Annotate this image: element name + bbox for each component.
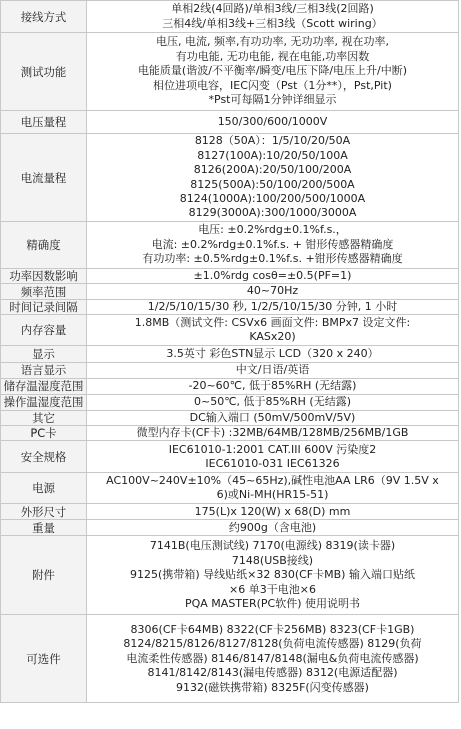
row-label: 电压量程 [1,111,87,134]
row-weight [1,520,459,536]
row-value: IEC61010-1:2001 CAT.III 600V 污染度2 IEC61010-031 IEC61326 [87,441,459,473]
row-label: 操作温湿度范围 [1,394,87,410]
row-label: 频率范围 [1,284,87,299]
row-value: 40~70Hz [87,284,459,299]
row-label: 其它 [1,410,87,425]
row-value: DC输入端口 (50mV/500mV/5V) [87,410,459,425]
row-value: 电压: ±0.2%rdg±0.1%f.s.， 电流: ±0.2%rdg±0.1%f.s. + 钳形传感器精确度 有功功率: ±0.5%rdg±0.1%f.s. +钳形传感器精确度 [87,222,459,269]
row-options [1,615,459,703]
row-label: 接线方式 [1,1,87,33]
row-value: 中文/日语/英语 [87,363,459,378]
row-value: 175(L)x 120(W) x 68(D) mm [87,504,459,520]
row-label: 安全规格 [1,441,87,473]
row-memory [1,315,459,346]
row-test-functions [1,33,459,111]
row-pc-card [1,426,459,441]
row-language [1,363,459,378]
row-label: 电源 [1,473,87,504]
row-current-range [1,134,459,222]
row-label: 附件 [1,536,87,615]
row-value: 7141B(电压测试线) 7170(电源线) 8319(读卡器) 7148(USB接线) 9125(携带箱) 导线贴纸×32 830(CF卡MB) 输入端口贴纸 ×6 单3干电池×6 PQA MASTER(PC软件) 使用说明书 [87,536,459,615]
row-value: 3.5英寸 彩色STN显示 LCD（320 x 240） [87,346,459,363]
row-display [1,346,459,363]
row-label: 外形尺寸 [1,504,87,520]
row-label: 内存容量 [1,315,87,346]
row-value: 电压, 电流, 频率,有功功率, 无功功率, 视在功率, 有功电能, 无功电能, 视在电能,功率因数 电能质量(谐波/不平衡率/瞬变/电压下降/电压上升/中断) 相位进项电容，IEC闪变（Pst（1分**），Pst,Pit) *Pst可每隔1分钟详细显示 [87,33,459,111]
row-label: PC卡 [1,426,87,441]
row-label: 可选件 [1,615,87,703]
row-operating-temp [1,394,459,410]
row-value: ±1.0%rdg cosθ=±0.5(PF=1) [87,269,459,284]
row-label: 功率因数影响 [1,269,87,284]
row-label: 时间记录间隔 [1,299,87,314]
row-value: 1.8MB（测试文件: CSVx6 画面文件: BMPx7 设定文件: KASx20) [87,315,459,346]
row-value: 0~50℃, 低于85%RH (无结露) [87,394,459,410]
row-power [1,473,459,504]
row-dimensions [1,504,459,520]
row-label: 显示 [1,346,87,363]
row-label: 测试功能 [1,33,87,111]
row-value: 1/2/5/10/15/30 秒, 1/2/5/10/15/30 分钟, 1 小时 [87,299,459,314]
row-wiring [1,1,459,33]
row-accessories [1,536,459,615]
row-accuracy [1,222,459,269]
row-label: 重量 [1,520,87,536]
row-value: 150/300/600/1000V [87,111,459,134]
row-frequency-range [1,284,459,299]
row-label: 电流量程 [1,134,87,222]
row-value: AC100V~240V±10%（45~65Hz),碱性电池AA LR6（9V 1.5V x 6)或Ni-MH(HR15-51) [87,473,459,504]
row-other [1,410,459,425]
row-label: 精确度 [1,222,87,269]
row-storage-temp [1,378,459,394]
row-value: 8128（50A）：1/5/10/20/50A 8127(100A):10/20/50/100A 8126(200A):20/50/100/200A 8125(500A):50/100/200/500A 8124(1000A):100/200/500/1000A 8129(3000A):300/1000/3000A [87,134,459,222]
row-value: 约900g（含电池) [87,520,459,536]
row-value: -20~60℃, 低于85%RH (无结露) [87,378,459,394]
row-label: 储存温湿度范围 [1,378,87,394]
row-label: 语言显示 [1,363,87,378]
row-record-interval [1,299,459,314]
row-value: 单相2线(4回路)/单相3线/三相3线(2回路) 三相4线/单相3线+三相3线（Scott wiring） [87,1,459,33]
row-pf-influence [1,269,459,284]
row-value: 微型内存卡(CF卡) :32MB/64MB/128MB/256MB/1GB [87,426,459,441]
row-value: 8306(CF卡64MB) 8322(CF卡256MB) 8323(CF卡1GB) 8124/8215/8126/8127/8128(负荷电流传感器) 8129(负荷 电流柔性传感器) 8146/8147/8148(漏电&负荷电流传感器) 8141/8142/8143(漏电传感器) 8312(电源适配器) 9132(磁铁携带箱) 8325F(闪变传感器) [87,615,459,703]
row-voltage-range [1,111,459,134]
row-safety [1,441,459,473]
